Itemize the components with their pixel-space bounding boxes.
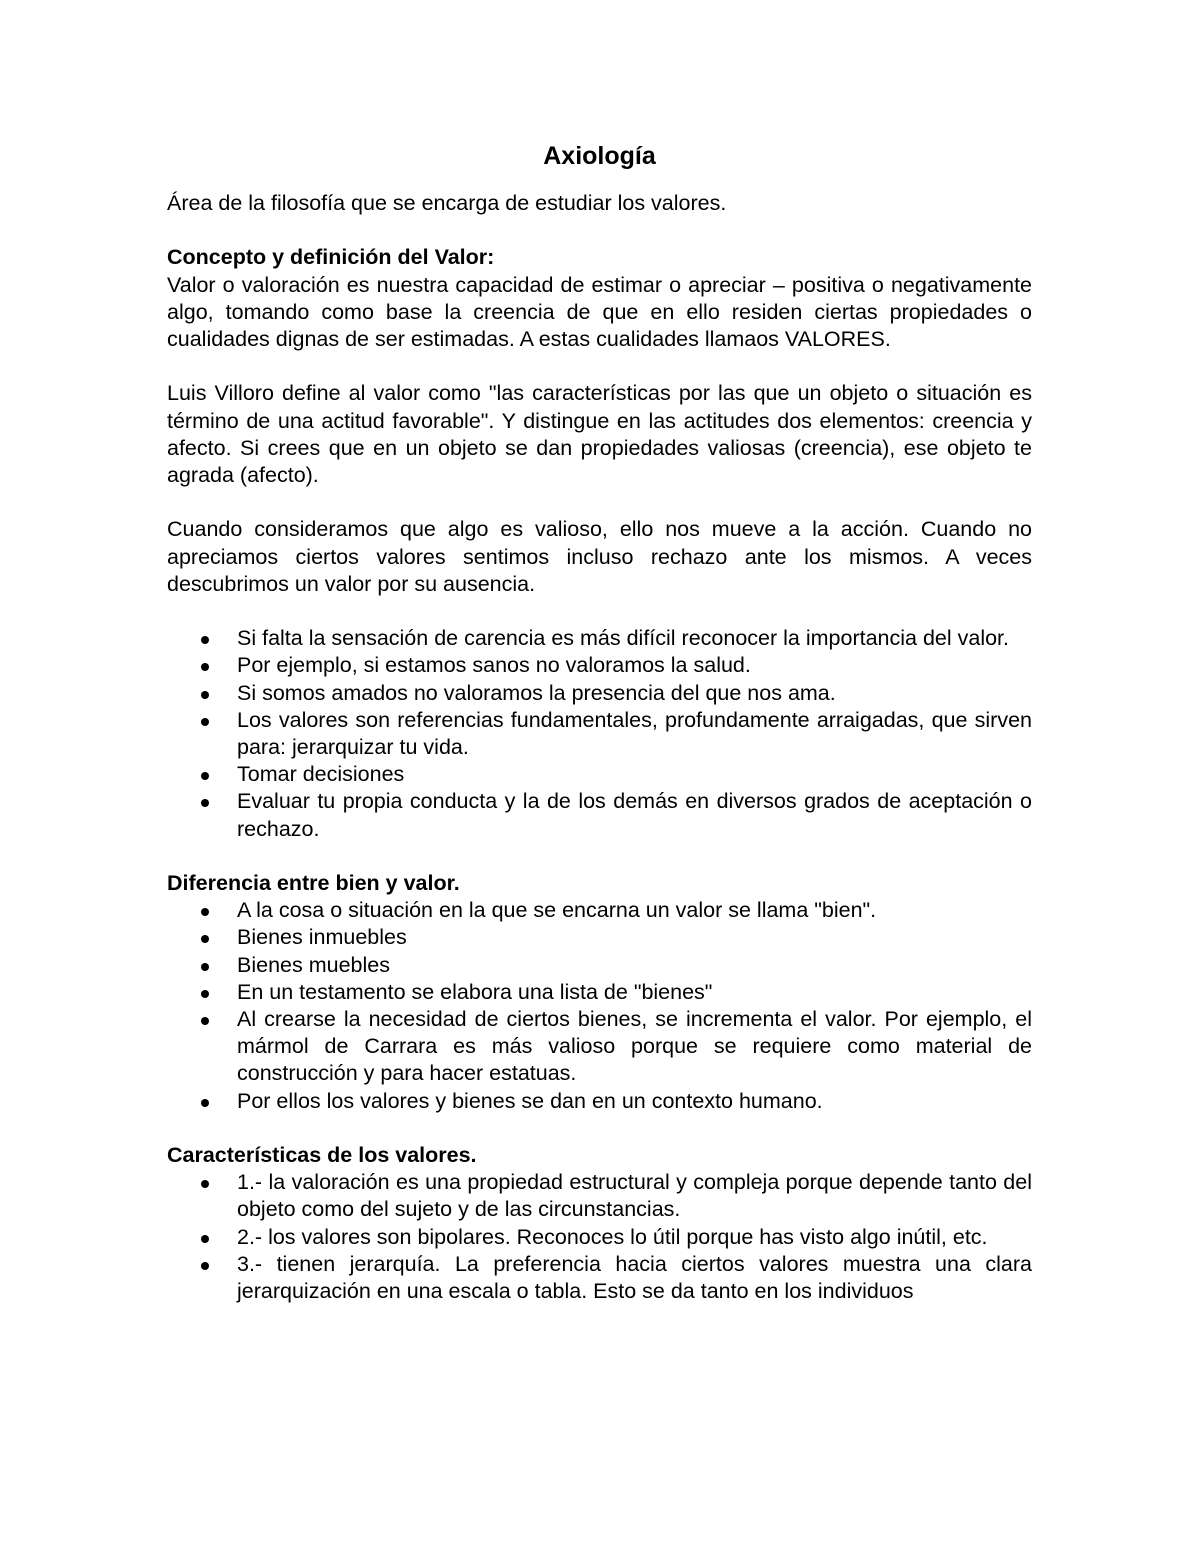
bullet-icon	[201, 718, 209, 726]
list-item-text: Al crearse la necesidad de ciertos bienes, se incrementa el valor. Por ejemplo, el mármol de Carrara es más valioso porque se requiere como material de construcción y para hacer estatuas.	[237, 1007, 1032, 1086]
list-item-text: 3.- tienen jerarquía. La preferencia hacia ciertos valores muestra una clara jerarquización en una escala o tabla. Esto se da tanto en los individuos	[237, 1251, 1032, 1304]
bullet-icon	[201, 1262, 209, 1270]
list-item	[167, 1088, 1032, 1115]
concept-heading: Concepto y definición del Valor:	[167, 245, 495, 270]
list-item-text: Si falta la sensación de carencia es más difícil reconocer la importancia del valor.	[237, 626, 1009, 651]
list-item-text: 1.- la valoración es una propiedad estructural y compleja porque depende tanto del objeto como del sujeto y de las circunstancias.	[237, 1170, 1032, 1222]
difference-heading: Diferencia entre bien y valor.	[167, 871, 460, 895]
bullet-icon	[201, 935, 209, 943]
list-item	[167, 1251, 1032, 1305]
list-item-text: Por ejemplo, si estamos sanos no valoramos la salud.	[237, 653, 751, 678]
bullet-icon	[201, 1017, 209, 1025]
document-title: Axiología	[543, 142, 656, 170]
list-item	[167, 1006, 1032, 1088]
characteristics-heading: Características de los valores.	[167, 1143, 477, 1168]
bullet-icon	[201, 908, 209, 916]
bullet-icon	[201, 1180, 209, 1188]
bullet-icon	[201, 772, 209, 780]
concept-bullet-list	[167, 625, 1032, 843]
list-item	[167, 979, 1032, 1006]
bullet-icon	[201, 691, 209, 699]
bullet-icon	[201, 636, 209, 644]
list-item	[167, 652, 1032, 679]
list-item-text: Bienes inmuebles	[237, 925, 407, 950]
characteristics-bullet-list	[167, 1169, 1032, 1305]
list-item	[167, 761, 1032, 788]
bullet-icon	[201, 990, 209, 998]
list-item	[167, 1224, 1032, 1251]
intro-paragraph: Área de la filosofía que se encarga de estudiar los valores.	[167, 191, 727, 215]
spacer	[167, 843, 1032, 870]
concept-paragraph-2: Luis Villoro define al valor como "las características por las que un objeto o situación es término de una actitud favorable". Y distingue en las actitudes dos elementos: creencia y afecto. Si crees que en un objeto se dan propiedades valiosas (creencia), ese objeto te agrada (afecto).	[167, 381, 1032, 487]
list-item-text: En un testamento se elabora una lista de "bienes"	[237, 979, 713, 1004]
list-item-text: Si somos amados no valoramos la presencia del que nos ama.	[237, 680, 836, 705]
list-item	[167, 707, 1032, 761]
list-item-text: Evaluar tu propia conducta y la de los demás en diversos grados de aceptación o rechazo.	[237, 789, 1032, 841]
concept-paragraph-3: Cuando consideramos que algo es valioso, ello nos mueve a la acción. Cuando no apreciamos ciertos valores sentimos incluso rechazo ante los mismos. A veces descubrimos un valor por su ausencia.	[167, 517, 1032, 596]
spacer	[167, 353, 1032, 380]
list-item	[167, 952, 1032, 979]
bullet-icon	[201, 1235, 209, 1243]
bullet-icon	[201, 963, 209, 971]
list-item	[167, 924, 1032, 951]
concept-paragraph-1: Valor o valoración es nuestra capacidad de estimar o apreciar – positiva o negativamente algo, tomando como base la creencia de que en ello residen ciertas propiedades o cualidades dignas de ser estimadas. A estas cualidades llamaos VALORES.	[167, 272, 1032, 351]
list-item	[167, 625, 1032, 652]
bullet-icon	[201, 1099, 209, 1107]
bullet-icon	[201, 799, 209, 807]
bullet-icon	[201, 663, 209, 671]
list-item	[167, 1169, 1032, 1223]
list-item-text: Por ellos los valores y bienes se dan en un contexto humano.	[237, 1088, 823, 1113]
list-item-text: Tomar decisiones	[237, 762, 405, 787]
spacer	[167, 489, 1032, 516]
list-item	[167, 788, 1032, 842]
list-item-text: 2.- los valores son bipolares. Reconoces lo útil porque has visto algo inútil, etc.	[237, 1224, 988, 1249]
difference-bullet-list	[167, 897, 1032, 1115]
list-item	[167, 897, 1032, 924]
spacer	[167, 217, 1032, 244]
list-item-text: Los valores son referencias fundamentales, profundamente arraigadas, que sirven para: jerarquizar tu vida.	[237, 707, 1032, 759]
document-page	[167, 136, 1032, 1305]
spacer	[167, 1115, 1032, 1142]
spacer	[167, 598, 1032, 625]
list-item-text: A la cosa o situación en la que se encarna un valor se llama "bien".	[237, 898, 877, 923]
list-item	[167, 680, 1032, 707]
list-item-text: Bienes muebles	[237, 952, 390, 977]
